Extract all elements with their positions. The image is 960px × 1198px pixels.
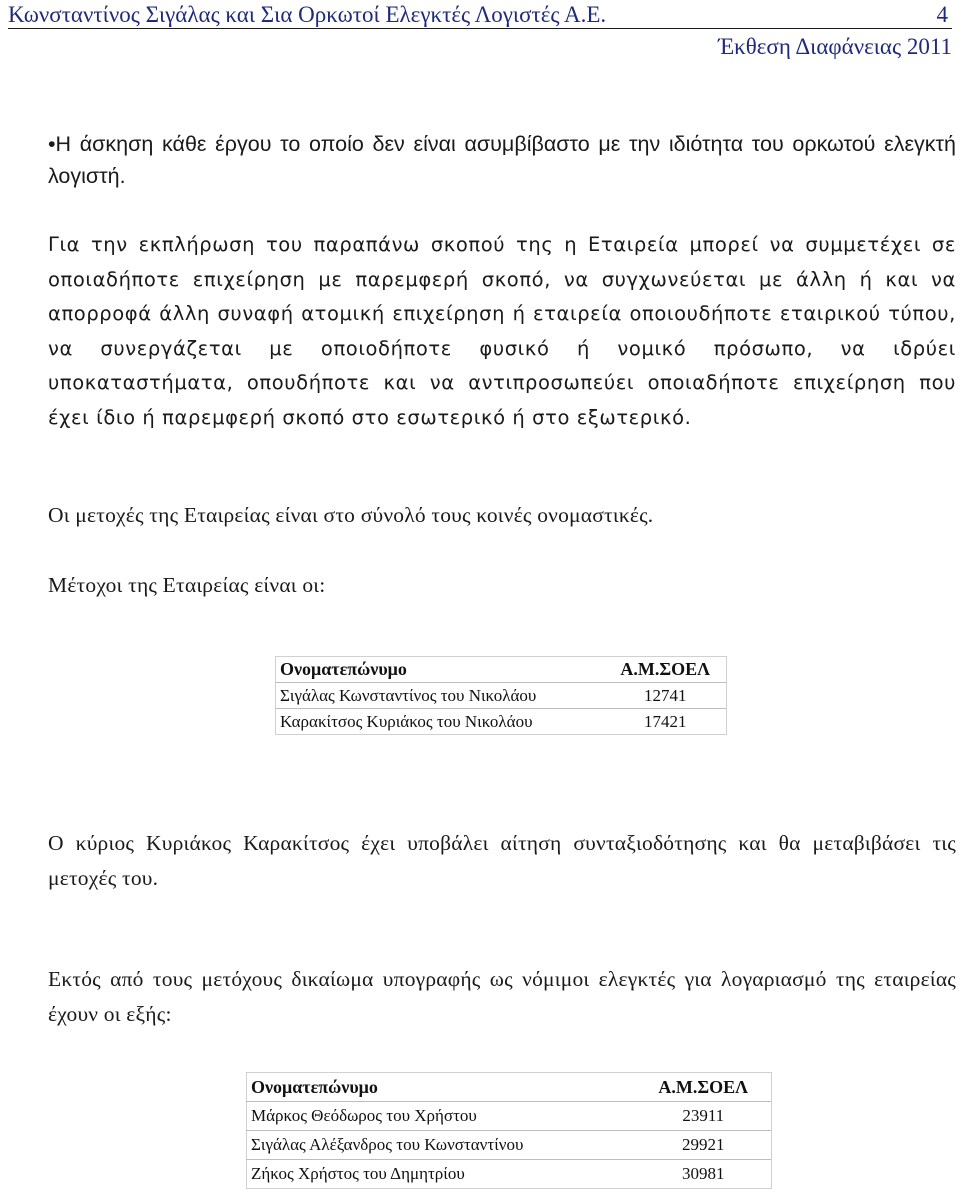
column-header-name: Ονοματεπώνυμο <box>280 659 407 679</box>
table-cell-name: Ζήκος Χρήστος του Δημητρίου <box>247 1160 636 1189</box>
header-company-name: Κωνσταντίνος Σιγάλας και Σια Ορκωτοί Ελεγκτές Λογιστές Α.Ε. <box>8 2 607 27</box>
table-row <box>276 683 727 709</box>
table-cell-registry-number: 23911 <box>636 1102 772 1131</box>
signatories-table <box>246 1072 772 1189</box>
table-row <box>247 1160 772 1189</box>
table-cell-registry-number: 12741 <box>605 683 727 709</box>
table-header-row <box>276 657 727 683</box>
shareholders-table <box>275 656 727 735</box>
paragraph-shares: Οι μετοχές της Εταιρείας είναι στο σύνολό τους κοινές ονομαστικές. <box>48 503 654 527</box>
table-header-row <box>247 1073 772 1102</box>
paragraph-purpose: Για την εκπλήρωση του παραπάνω σκοπού της η Εταιρεία μπορεί να συμμετέχει σε οποιαδήποτε επιχείρηση με παρεμφερή σκοπό, να συγχωνεύεται με άλλη ή και να απορροφά άλλη συναφή ατομική επιχείρηση ή εταιρεία οποιουδήποτε εταιρικού τύπου, να συνεργάζεται με οποιοδήποτε φυσικό ή νομικό πρόσωπο, να ιδρύει υποκαταστήματα, οπουδήποτε και να αντιπροσωπεύει οποιαδήποτε επιχείρηση που έχει ίδιο ή παρεμφερή σκοπό στο εσωτερικό ή στο εξωτερικό. <box>48 233 956 429</box>
paragraph-signatories-intro: Εκτός από τους μετόχους δικαίωμα υπογραφής ως νόμιμοι ελεγκτές για λογαριασμό της εταιρείας έχουν οι εξής: <box>48 967 956 1026</box>
table-cell-registry-number: 17421 <box>605 709 727 735</box>
paragraph-shareholders-intro: Μέτοχοι της Εταιρείας είναι οι: <box>48 573 326 597</box>
table-cell-name: Σιγάλας Κωνσταντίνος του Νικολάου <box>276 683 605 709</box>
column-header-name: Ονοματεπώνυμο <box>251 1076 378 1097</box>
page-number: 4 <box>936 2 948 27</box>
table-row <box>247 1131 772 1160</box>
table-row <box>276 709 727 735</box>
column-header-registry-number: Α.Μ.ΣΟΕΛ <box>605 657 727 683</box>
table-cell-name: Μάρκος Θεόδωρος του Χρήστου <box>247 1102 636 1131</box>
bullet-item: •Η άσκηση κάθε έργου το οποίο δεν είναι ασυμβίβαστο με την ιδιότητα του ορκωτού ελεγκτή λογιστή. <box>48 132 956 188</box>
table-cell-name: Σιγάλας Αλέξανδρος του Κωνσταντίνου <box>247 1131 636 1160</box>
table-row <box>247 1102 772 1131</box>
table-cell-registry-number: 29921 <box>636 1131 772 1160</box>
page-header <box>8 2 952 29</box>
column-header-registry-number: Α.Μ.ΣΟΕΛ <box>636 1073 772 1102</box>
paragraph-retirement: Ο κύριος Κυριάκος Καρακίτσος έχει υποβάλει αίτηση συνταξιοδότησης και θα μεταβιβάσει τις μετοχές του. <box>48 831 956 890</box>
table-cell-name: Καρακίτσος Κυριάκος του Νικολάου <box>276 709 605 735</box>
table-cell-registry-number: 30981 <box>636 1160 772 1189</box>
header-report-title: Έκθεση Διαφάνειας 2011 <box>718 34 952 59</box>
